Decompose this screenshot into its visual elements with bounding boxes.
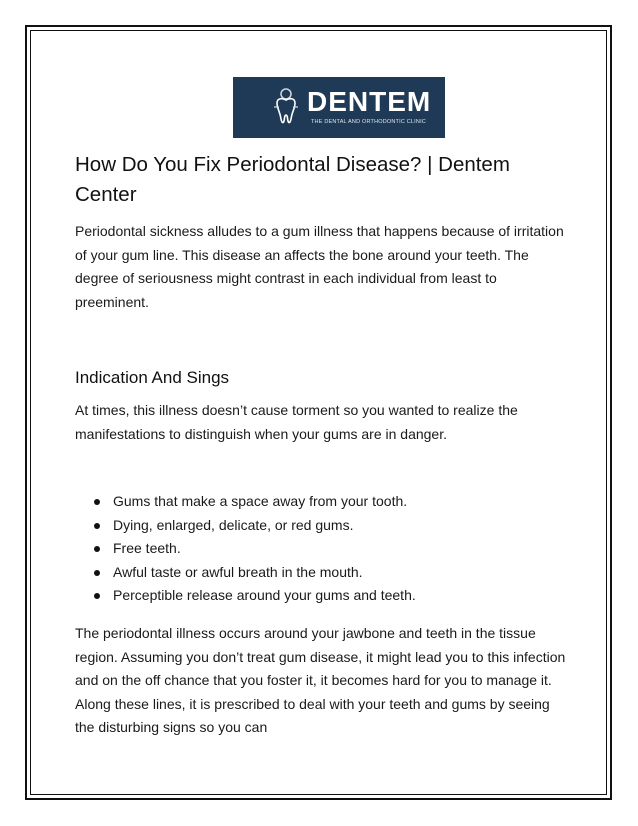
logo-tagline: THE DENTAL AND ORTHODONTIC CLINIC (311, 119, 426, 125)
closing-paragraph: The periodontal illness occurs around your jawbone and teeth in the tissue region. Assuming you don’t treat gum disease, it might lead you to this infection and on the off chance that you foster it, it becomes hard for you to manage it. Along these lines, it is prescribed to deal with your teeth and gums by seeing the disturbing signs so you can (75, 625, 566, 735)
section-intro-paragraph: At times, this illness doesn’t cause torment so you wanted to realize the manifestations to distinguish when your gums are in danger. (75, 402, 518, 442)
tooth-logo-icon (271, 87, 301, 127)
logo-wordmark: DENTEM (307, 86, 432, 117)
list-item: Perceptible release around your gums and teeth. (75, 584, 570, 608)
bullet-icon (94, 570, 100, 576)
intro-paragraph: Periodontal sickness alludes to a gum illness that happens because of irritation of your gum line. This disease an affects the bone around your teeth. The degree of seriousness might contrast in each individual from least to preeminent. (75, 223, 564, 310)
list-item: Free teeth. (75, 537, 570, 561)
bullet-icon (94, 546, 100, 552)
document-title: How Do You Fix Periodontal Disease? | Dentem Center (75, 153, 510, 206)
document-body (75, 150, 570, 314)
list-item: Gums that make a space away from your tooth. (75, 490, 570, 514)
list-item: Awful taste or awful breath in the mouth. (75, 561, 570, 585)
section-heading: Indication And Sings (75, 368, 230, 387)
bullet-icon (94, 593, 100, 599)
dentem-logo (233, 77, 445, 138)
list-item: Dying, enlarged, delicate, or red gums. (75, 514, 570, 538)
bullet-icon (94, 523, 100, 529)
symptom-list (75, 490, 570, 608)
bullet-icon (94, 499, 100, 505)
